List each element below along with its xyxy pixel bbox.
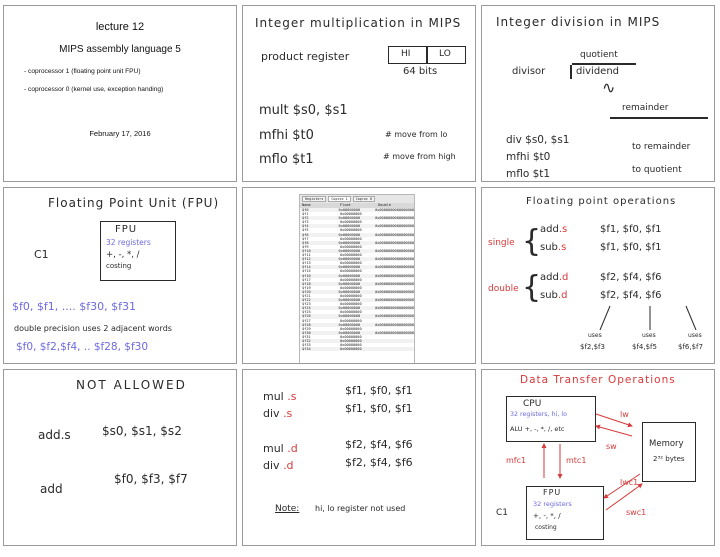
reg-float: 0x00000000 <box>338 306 361 311</box>
reg-float: 0x00000000 <box>340 220 362 225</box>
reg-double: 0x0000000000000000 <box>375 322 415 327</box>
reg-double: 0x0000000000000000 <box>375 289 415 294</box>
reg-float: 0x00000000 <box>340 293 362 298</box>
bits-label: 64 bits <box>403 66 438 77</box>
reg-double: 0x0000000000000000 <box>375 248 415 253</box>
division-bracket <box>570 65 572 79</box>
reg-double: 0x0000000000000000 <box>375 265 415 270</box>
product-register-label: product register <box>261 50 350 63</box>
reg-float: 0x00000000 <box>340 253 362 258</box>
lo-label: LO <box>439 49 451 59</box>
reg-float: 0x00000000 <box>338 322 361 327</box>
reg-double: 0x0000000000000000 <box>375 224 415 229</box>
mul-s-suffix: .s <box>287 390 297 403</box>
reg-float: 0x00000000 <box>338 273 361 278</box>
slide9-title: Data Transfer Operations <box>520 374 676 386</box>
quotient-bar <box>572 63 636 65</box>
uses-3: uses <box>688 332 702 339</box>
coproc1-register-window <box>299 194 415 364</box>
reg-name: $f25 <box>302 310 311 315</box>
slide2-title: Integer multiplication in MIPS <box>255 16 462 30</box>
mtc1-label: mtc1 <box>566 456 587 465</box>
tab-registers[interactable]: Registers <box>302 196 326 202</box>
reg-name: $f7 <box>302 236 309 241</box>
lecture-subtitle: MIPS assembly language 5 <box>59 44 181 55</box>
slide-4-fpu <box>3 187 237 364</box>
mfhi-instr3: mfhi $t0 <box>506 151 551 163</box>
lwc1-label: lwc1 <box>620 478 639 487</box>
uses-regs-1: $f2,$f3 <box>580 343 605 351</box>
reg-float: 0x00000000 <box>338 208 361 212</box>
slide-7-not-allowed <box>3 369 237 546</box>
slide-8-mul-div <box>242 369 476 546</box>
double-label: double <box>488 284 519 294</box>
reg-float: 0x00000000 <box>340 228 362 233</box>
not-allowed-args-1: $s0, $s1, $s2 <box>102 424 182 438</box>
transfer-arrows <box>482 370 714 545</box>
reg-double: 0x0000000000000000 <box>375 240 415 245</box>
cpu-registers: 32 registers, hi, lo <box>510 411 567 418</box>
fpu-costing: costing <box>106 262 132 270</box>
reg-name: $f34 <box>302 347 311 352</box>
reg-float: 0x00000000 <box>340 326 362 331</box>
swc1-label: swc1 <box>626 508 647 517</box>
squiggle-arrow: ∿ <box>602 78 616 97</box>
reg-name: $f21 <box>302 293 311 298</box>
reg-name: $f3 <box>302 220 309 225</box>
reg-name: $f12 <box>302 257 311 262</box>
reg-float: 0x00000000 <box>340 318 362 323</box>
quotient-label: quotient <box>580 50 618 60</box>
col-double: Double <box>378 203 391 207</box>
reg-float: 0x00000000 <box>338 257 361 262</box>
mul-d-args: $f2, $f4, $f6 <box>345 438 413 451</box>
hi-lo-register <box>388 46 466 64</box>
reg-float: 0x00000000 <box>340 212 362 217</box>
reg-float: 0x00000000 <box>340 310 362 315</box>
uses-1: uses <box>588 332 602 339</box>
reg-float: 0x00000000 <box>338 330 361 335</box>
reg-name: $f33 <box>302 343 311 348</box>
reg-float: 0x00000000 <box>340 334 362 339</box>
sw-label: sw <box>606 442 617 451</box>
reg-float: 0x00000000 <box>338 265 361 270</box>
reg-name: $f2 <box>302 216 309 221</box>
fpu-registers: 32 registers <box>106 238 151 247</box>
reg-name: $f26 <box>302 314 311 319</box>
reg-double: 0x0000000000000000 <box>375 232 415 237</box>
lw-label: lw <box>620 410 629 419</box>
reg-name: $f10 <box>302 248 311 253</box>
mfhi-comment: # move from lo <box>385 130 448 139</box>
reg-name: $f31 <box>302 334 311 339</box>
reg-float: 0x00000000 <box>338 289 361 294</box>
div-s-args: $f1, $f0, $f1 <box>345 402 413 415</box>
reg-float: 0x00000000 <box>340 285 362 290</box>
double-register-list: $f0, $f2,$f4, .. $f28, $f30 <box>16 341 149 353</box>
reg-name: $f0 <box>302 208 309 212</box>
double-precision-note: double precision uses 2 adjacent words <box>14 324 172 333</box>
mfhi-instr: mfhi $t0 <box>259 128 314 143</box>
to-remainder: to remainder <box>632 142 691 152</box>
remainder-bar <box>610 117 708 119</box>
reg-double: 0x0000000000000000 <box>375 257 415 262</box>
slide-5-register-table <box>242 187 476 364</box>
double-brace: { <box>522 270 542 305</box>
slide-1-title <box>3 5 237 182</box>
reg-name: $f16 <box>302 273 311 278</box>
mul-s-args: $f1, $f0, $f1 <box>345 384 413 397</box>
reg-double <box>376 347 414 351</box>
reg-name: $f18 <box>302 281 311 286</box>
reg-name: $f6 <box>302 232 309 237</box>
slide-2-int-mult <box>242 5 476 182</box>
reg-name: $f5 <box>302 228 309 233</box>
fpu-label: FPU <box>115 224 138 235</box>
reg-name: $f29 <box>302 326 311 331</box>
reg-float: 0x00000000 <box>338 298 361 303</box>
reg-float: 0x00000000 <box>340 269 362 274</box>
divisor-label: divisor <box>512 66 546 77</box>
reg-double: 0x0000000000000000 <box>375 216 415 221</box>
not-allowed-op-2: add <box>40 482 63 496</box>
reg-float: 0x00000000 <box>340 261 362 266</box>
reg-float: 0x00000000 <box>338 216 361 221</box>
slide-3-int-div <box>481 5 715 182</box>
reg-double: 0x0000000000000000 <box>375 208 415 212</box>
sub-d-op: sub.d <box>540 290 568 301</box>
slide7-title: NOT ALLOWED <box>76 378 187 392</box>
slide6-title: Floating point operations <box>526 196 677 207</box>
cpu-label: CPU <box>523 399 542 409</box>
lecture-title: lecture 12 <box>95 21 145 33</box>
reg-float: 0x00000000 <box>340 244 362 249</box>
uses-2: uses <box>642 332 656 339</box>
table-row <box>300 347 414 351</box>
reg-float: 0x00000000 <box>340 277 362 282</box>
add-d-suffix: .d <box>558 272 569 283</box>
reg-float: 0x00000000 <box>340 347 362 352</box>
reg-name: $f9 <box>302 244 309 249</box>
fpu-box <box>100 221 176 281</box>
fpu-registers-9: 32 registers <box>533 500 572 508</box>
reg-float: 0x00000000 <box>338 281 361 286</box>
single-label: single <box>488 238 515 248</box>
lecture-date: February 17, 2016 <box>89 129 151 138</box>
reg-name: $f23 <box>302 302 311 307</box>
div-d-args: $f2, $f4, $f6 <box>345 456 413 469</box>
div-s-suffix: .s <box>283 407 293 420</box>
reg-double: 0x0000000000000000 <box>375 273 415 278</box>
tab-coproc1[interactable]: Coproc 1 <box>328 196 350 202</box>
reg-float: 0x00000000 <box>340 302 362 307</box>
sub-s-args: $f1, $f0, $f1 <box>600 242 662 253</box>
reg-float: 0x00000000 <box>338 240 361 245</box>
add-d-op: add.d <box>540 272 569 283</box>
reg-name: $f13 <box>302 261 311 266</box>
c1-label-9: C1 <box>496 508 509 518</box>
reg-name: $f28 <box>302 322 311 327</box>
reg-name: $f27 <box>302 318 311 323</box>
mflo-instr3: mflo $t1 <box>506 168 551 180</box>
mult-instr: mult $s0, $s1 <box>259 103 348 118</box>
dividend-label: dividend <box>576 66 620 77</box>
reg-float: 0x00000000 <box>338 224 361 229</box>
reg-float: 0x00000000 <box>340 339 362 343</box>
slide-6-fp-ops <box>481 187 715 364</box>
mul-d-op: mul .d <box>263 442 298 455</box>
reg-name: $f20 <box>302 289 311 294</box>
reg-name: $f4 <box>302 224 309 229</box>
reg-name: $f30 <box>302 330 311 335</box>
tab-coproc0[interactable]: Coproc 0 <box>353 196 375 202</box>
note-label: Note: <box>275 504 300 514</box>
remainder-label: remainder <box>622 103 669 113</box>
note-text: hi, lo register not used <box>315 504 406 513</box>
reg-name: $f14 <box>302 265 311 270</box>
single-brace: { <box>522 224 542 259</box>
reg-name: $f32 <box>302 339 311 343</box>
slide3-title: Integer division in MIPS <box>496 15 661 29</box>
memory-size: 2³² bytes <box>653 455 685 463</box>
slide-9-data-transfer <box>481 369 715 546</box>
bullet-2: - coprocessor 0 (kernel use, exception handing) <box>24 86 164 93</box>
register-tabs <box>300 195 414 203</box>
reg-name: $f11 <box>302 253 311 258</box>
sub-d-suffix: .d <box>557 290 568 301</box>
reg-name: $f22 <box>302 298 311 303</box>
reg-double: 0x0000000000000000 <box>375 306 415 311</box>
not-allowed-args-2: $f0, $f3, $f7 <box>114 472 188 486</box>
bullet-1: - coprocessor 1 (floating point unit FPU) <box>24 68 141 75</box>
uses-regs-2: $f4,$f5 <box>632 343 657 351</box>
div-d-suffix: .d <box>283 459 294 472</box>
reg-double: 0x0000000000000000 <box>375 281 415 286</box>
sub-s-suffix: .s <box>557 242 567 253</box>
mul-d-suffix: .d <box>287 442 298 455</box>
reg-name: $f24 <box>302 306 311 311</box>
c1-label: C1 <box>34 248 49 261</box>
mul-s-op: mul .s <box>263 390 297 403</box>
div-instr: div $s0, $s1 <box>506 134 570 146</box>
add-d-args: $f2, $f4, $f6 <box>600 272 662 283</box>
uses-regs-3: $f6,$f7 <box>678 343 703 351</box>
reg-float: 0x00000000 <box>340 343 362 348</box>
fpu-costing-9: costing <box>535 524 557 531</box>
add-s-args: $f1, $f0, $f1 <box>600 224 662 235</box>
div-s-op: div .s <box>263 407 293 420</box>
add-s-op: add.s <box>540 224 568 235</box>
mflo-instr: mflo $t1 <box>259 152 314 167</box>
sub-d-args: $f2, $f4, $f6 <box>600 290 662 301</box>
reg-float: 0x00000000 <box>338 314 361 319</box>
reg-float: 0x00000000 <box>340 236 362 241</box>
col-name: Name <box>302 203 311 207</box>
fpu-label-9: FPU <box>543 488 562 497</box>
reg-name: $f8 <box>302 240 309 245</box>
cpu-alu: ALU +, -, *, /, etc <box>510 425 565 433</box>
register-table-body <box>300 208 414 351</box>
hi-label: HI <box>401 49 411 59</box>
div-d-op: div .d <box>263 459 294 472</box>
memory-label: Memory <box>649 439 684 449</box>
reg-double: 0x0000000000000000 <box>375 314 415 319</box>
fpu-ops-9: +, -, *, / <box>533 512 561 520</box>
reg-float: 0x00000000 <box>338 248 361 253</box>
reg-double: 0x0000000000000000 <box>375 298 415 303</box>
reg-double: 0x0000000000000000 <box>375 330 415 335</box>
add-s-suffix: .s <box>558 224 568 235</box>
col-float: Float <box>340 203 351 207</box>
reg-float: 0x00000000 <box>338 232 361 237</box>
reg-name: $f17 <box>302 277 311 282</box>
reg-name: $f1 <box>302 212 309 217</box>
not-allowed-op-1: add.s <box>38 428 71 442</box>
to-quotient: to quotient <box>632 165 682 175</box>
mfc1-label: mfc1 <box>506 456 527 465</box>
mflo-comment: # move from high <box>383 152 456 161</box>
fpu-register-list: $f0, $f1, .... $f30, $f31 <box>12 300 136 313</box>
reg-name: $f15 <box>302 269 311 274</box>
fpu-ops: +, -, *, / <box>106 250 140 260</box>
sub-s-op: sub.s <box>540 242 567 253</box>
slide4-title: Floating Point Unit (FPU) <box>48 196 220 210</box>
reg-name: $f19 <box>302 285 311 290</box>
